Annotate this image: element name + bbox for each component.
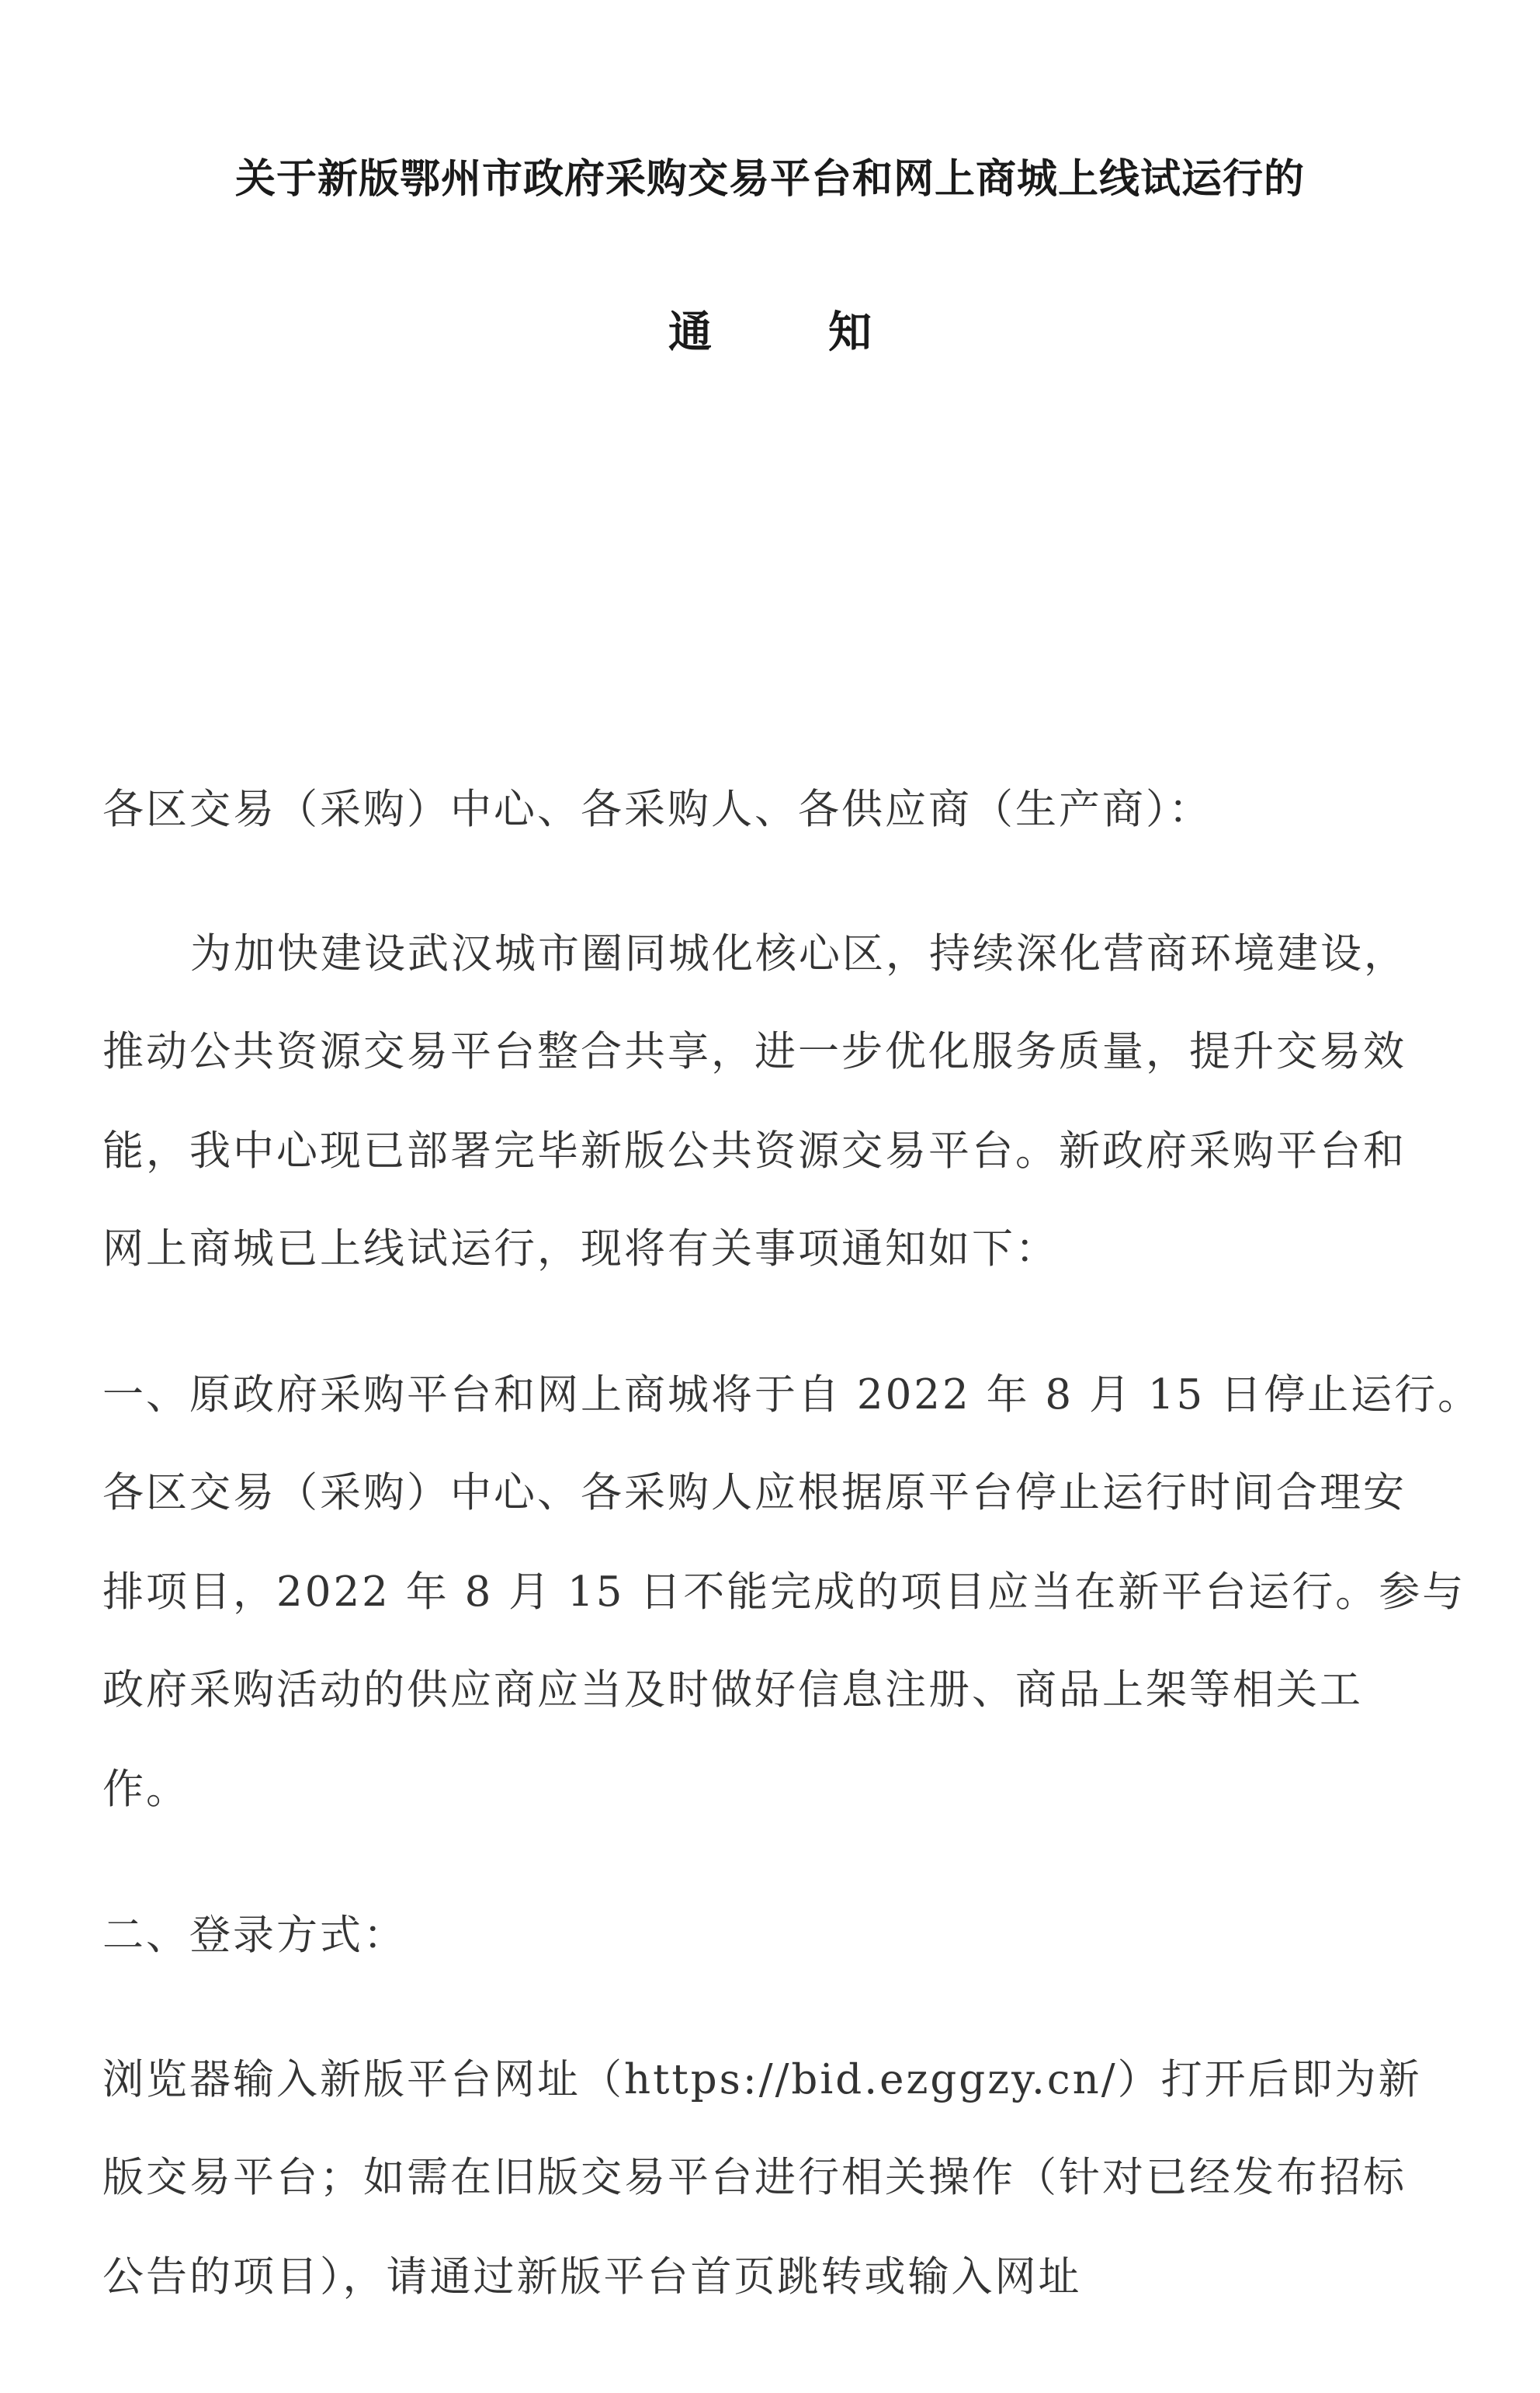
section1-line: 排项目，2022 年 8 月 15 日不能完成的项目应当在新平台运行。参与 bbox=[102, 1568, 1466, 1616]
document-title-line-1: 关于新版鄂州市政府采购交易平台和网上商城上线试运行的 bbox=[234, 156, 1305, 203]
section2-line: 公告的项目），请通过新版平台首页跳转或输入网址 bbox=[102, 2253, 1082, 2301]
section2-line: 浏览器输入新版平台网址（https://bid.ezggzy.cn/）打开后即为新 bbox=[102, 2056, 1422, 2103]
intro-line: 网上商城已上线试运行，现将有关事项通知如下： bbox=[102, 1225, 1059, 1273]
section1-line: 一、原政府采购平台和网上商城将于自 2022 年 8 月 15 日停止运行。 bbox=[102, 1371, 1482, 1419]
intro-line: 为加快建设武汉城市圈同城化核心区，持续深化营商环境建设， bbox=[190, 930, 1407, 978]
title-char-zhi: 知 bbox=[828, 307, 872, 358]
intro-line: 推动公共资源交易平台整合共享，进一步优化服务质量，提升交易效 bbox=[102, 1028, 1406, 1075]
section2-line: 版交易平台；如需在旧版交易平台进行相关操作（针对已经发布招标 bbox=[102, 2154, 1406, 2201]
section1-line: 各区交易（采购）中心、各采购人应根据原平台停止运行时间合理安 bbox=[102, 1469, 1406, 1516]
document-title-line-2 bbox=[0, 298, 1540, 360]
salutation: 各区交易（采购）中心、各采购人、各供应商（生产商）： bbox=[102, 786, 1212, 833]
intro-line: 能，我中心现已部署完毕新版公共资源交易平台。新政府采购平台和 bbox=[102, 1127, 1406, 1175]
section2-heading: 二、登录方式： bbox=[102, 1912, 407, 1959]
title-char-tong: 通 bbox=[668, 307, 712, 358]
section1-line: 作。 bbox=[102, 1766, 189, 1813]
section1-line: 政府采购活动的供应商应当及时做好信息注册、商品上架等相关工 bbox=[102, 1666, 1363, 1714]
